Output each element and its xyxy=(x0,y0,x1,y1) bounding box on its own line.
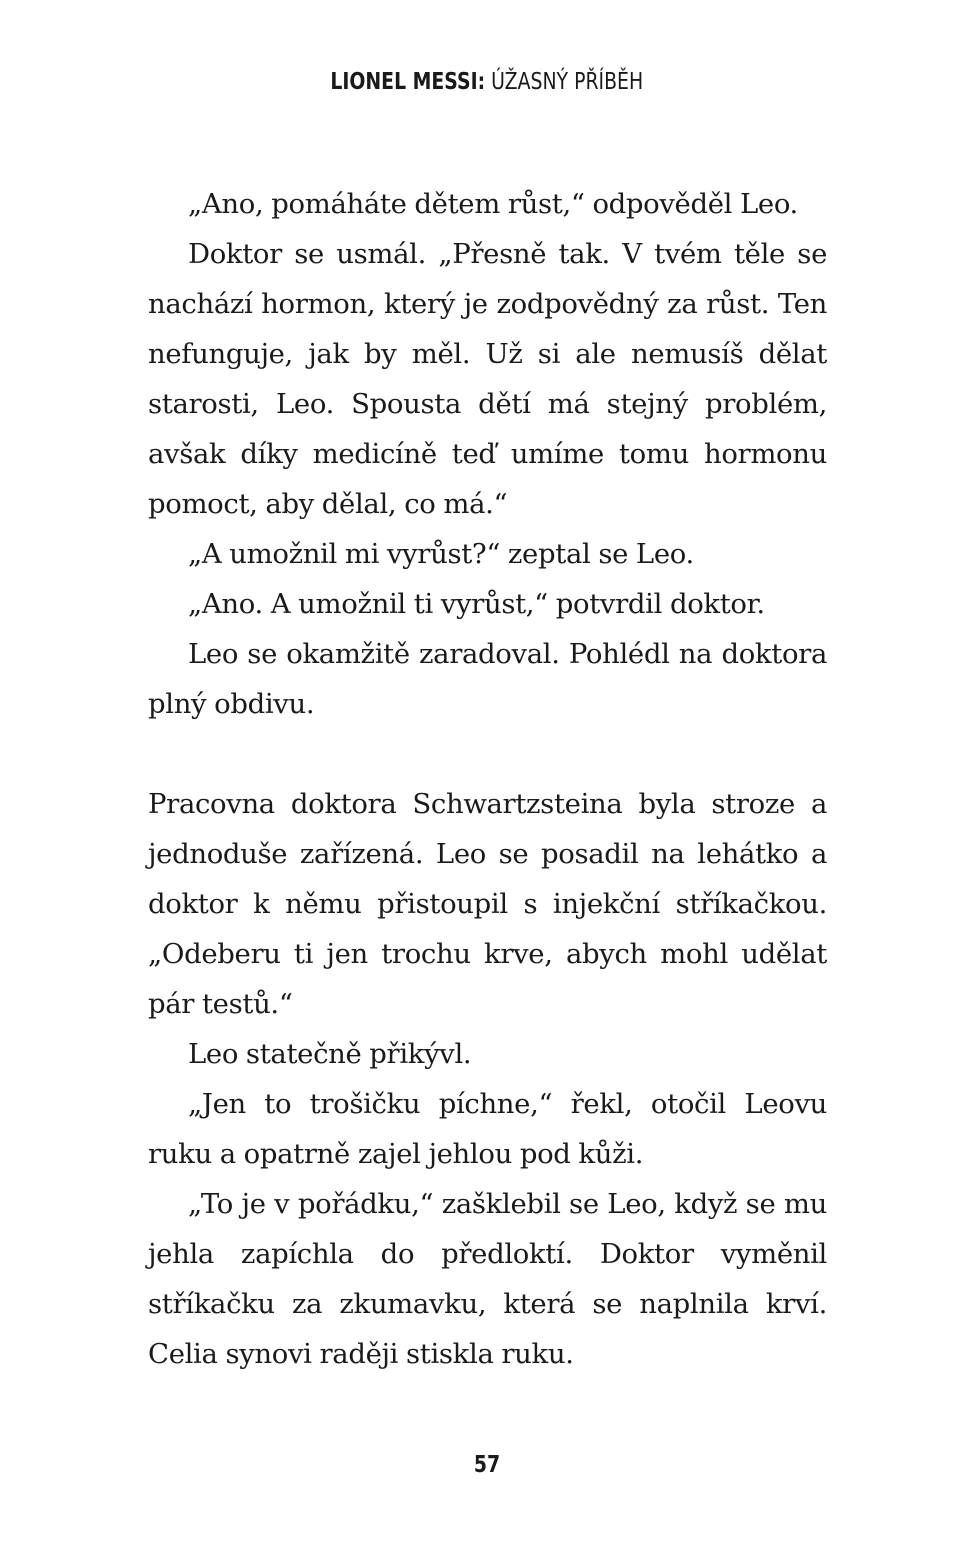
paragraph: Leo se okamžitě zaradoval. Pohlédl na doktora plný obdivu. xyxy=(148,638,827,720)
paragraph: „Jen to trošičku píchne,“ řekl, otočil Leovu ruku a opatrně zajel jehlou pod kůži. xyxy=(148,1088,827,1170)
running-head-author: LIONEL MESSI: xyxy=(330,69,486,95)
paragraph-section-start: Pracovna doktora Schwartzsteina byla stroze a jednoduše zařízená. Leo se posadil na lehátko a doktor k němu přistoupil s injekční stříkačkou. „Odeberu ti jen trochu krve, abych mohl udělat pár testů.“ xyxy=(148,788,827,1020)
page-number-text: 57 xyxy=(473,1452,501,1478)
paragraph: „To je v pořádku,“ zašklebil se Leo, když se mu jehla zapíchla do předloktí. Doktor vyměnil stříkačku za zkumavku, která se naplnila krví. Celia synovi raději stiskla ruku. xyxy=(148,1188,827,1370)
paragraph: Doktor se usmál. „Přesně tak. V tvém těle se nachází hormon, který je zodpovědný za růst. Ten nefunguje, jak by měl. Už si ale nemusíš dělat starosti, Leo. Spousta dětí má stejný problém, avšak díky medicíně teď umíme tomu hormonu pomoct, aby dělal, co má.“ xyxy=(148,238,827,520)
running-head-title: ÚŽASNÝ PŘÍBĚH xyxy=(491,69,644,95)
page-number xyxy=(0,1445,974,1485)
paragraph: „Ano. A umožnil ti vyrůst,“ potvrdil doktor. xyxy=(188,588,765,620)
paragraph: „A umožnil mi vyrůst?“ zeptal se Leo. xyxy=(188,538,694,570)
running-head xyxy=(0,62,974,102)
paragraph: „Ano, pomáháte dětem růst,“ odpověděl Leo. xyxy=(188,188,798,220)
body-text xyxy=(148,179,827,1379)
paragraph: Leo statečně přikývl. xyxy=(188,1038,472,1070)
